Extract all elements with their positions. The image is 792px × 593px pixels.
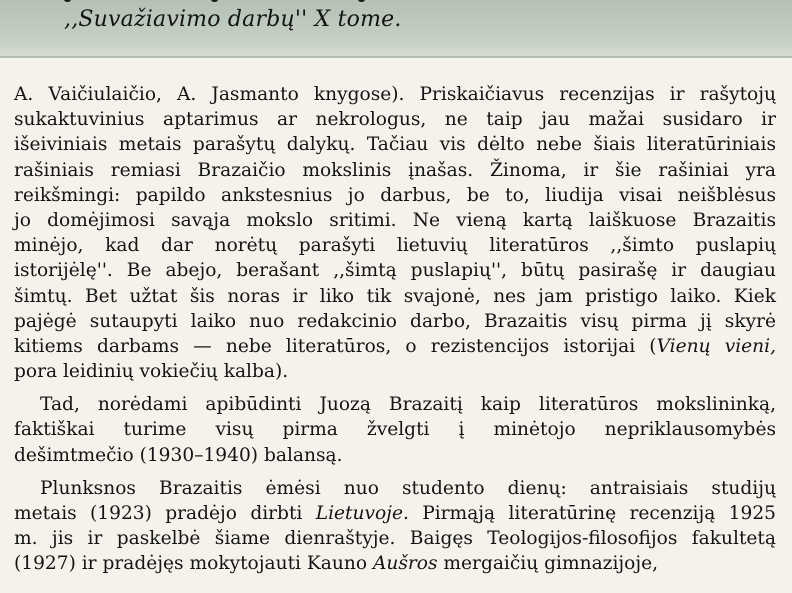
text-segment: reikšmingi: papildo ankstesnius jo darbus, be to, liudija visai neišblėsus xyxy=(14,184,776,206)
text-segment: šimtų. Bet užtat šis noras ir liko tik svajonė, nes jam pristigo laiko. Kiek xyxy=(14,285,776,307)
cropped-text-fragment xyxy=(64,0,584,2)
text-segment: rašiniais remiasi Brazaičio mokslinis įnašas. Žinoma, ir šie rašiniai yra xyxy=(14,159,776,181)
text-segment: jo domėjimosi savąja mokslo sritimi. Ne vieną kartą laiškuose Brazaitis xyxy=(14,209,776,231)
text-segment: sukaktuvinius aptarimus ar nekrologus, ne taip jau mažai susidaro ir xyxy=(14,109,776,131)
text-line xyxy=(14,132,776,157)
text-line xyxy=(14,359,776,384)
text-line xyxy=(14,158,776,183)
text-line xyxy=(14,392,776,417)
text-line xyxy=(14,82,776,107)
text-line xyxy=(14,284,776,309)
text-segment: pajėgė sutaupyti laiko nuo redakcinio darbo, Brazaitis visų pirma jį skyrė xyxy=(14,310,776,332)
text-line xyxy=(14,417,776,442)
text-segment: mergaičių gimnazijoje, xyxy=(437,553,659,575)
text-line xyxy=(14,443,776,468)
top-figure-band xyxy=(0,0,792,58)
text-line xyxy=(14,526,776,551)
text-segment: metais (1923) pradėjo dirbti xyxy=(14,503,316,524)
text-line xyxy=(14,501,776,526)
text-segment: minėjo, kad dar norėtų parašyti lietuvių literatūros ,,šimto puslapių xyxy=(14,235,776,257)
paragraph-gap xyxy=(14,468,776,476)
italic-text: Lietuvoje. xyxy=(315,503,409,524)
text-segment: Tad, norėdami apibūdinti Juozą Brazaitį kaip literatūros mokslininką, xyxy=(40,394,776,416)
text-line xyxy=(14,208,776,233)
figure-caption: ,,Suvažiavimo darbų'' X tome. xyxy=(64,7,402,32)
text-line xyxy=(14,233,776,258)
text-line xyxy=(14,258,776,283)
paragraph-gap xyxy=(14,384,776,392)
text-segment: A. Vaičiulaičio, A. Jasmanto knygose). Priskaičiavus recenzijas ir rašytojų xyxy=(14,84,776,105)
text-segment: Pirmąją literatūrinę recenziją 1925 xyxy=(408,503,776,524)
paragraph xyxy=(14,82,776,384)
band-edge xyxy=(0,56,792,58)
text-line xyxy=(14,334,776,359)
text-line xyxy=(14,309,776,334)
text-segment: pora leidinių vokiečių kalba). xyxy=(14,361,289,383)
text-segment: kitiems darbams — nebe literatūros, o rezistencijos istorijai ( xyxy=(14,335,657,357)
text-segment: Plunksnos Brazaitis ėmėsi nuo studento dienų: antraisiais studijų xyxy=(40,477,776,499)
paragraph xyxy=(14,392,776,468)
text-segment: (1927) ir pradėjęs mokytojauti Kauno xyxy=(14,553,373,575)
text-segment: faktiškai turime visų pirma žvelgti į minėtojo nepriklausomybės xyxy=(14,419,776,441)
text-segment: dešimtmečio (1930–1940) balansą. xyxy=(14,444,343,466)
italic-text: Vienų vieni, xyxy=(656,335,776,357)
body-text xyxy=(14,82,776,577)
text-line xyxy=(14,476,776,501)
paragraph xyxy=(14,476,776,577)
text-segment: m. jis ir paskelbė šiame dienraštyje. Baigęs Teologijos-filosofijos fakultetą xyxy=(14,528,776,550)
text-segment: istorijėlę''. Be abejo, berašant ,,šimtą puslapių'', būtų pasirašę ir daugiau xyxy=(14,260,776,282)
text-line xyxy=(14,183,776,208)
text-line xyxy=(14,551,776,576)
text-segment: išeiviniais metais parašytų dalykų. Tačiau vis dėlto nebe šiais literatūriniais xyxy=(14,134,776,156)
italic-text: Aušros xyxy=(372,553,438,575)
text-line xyxy=(14,107,776,132)
